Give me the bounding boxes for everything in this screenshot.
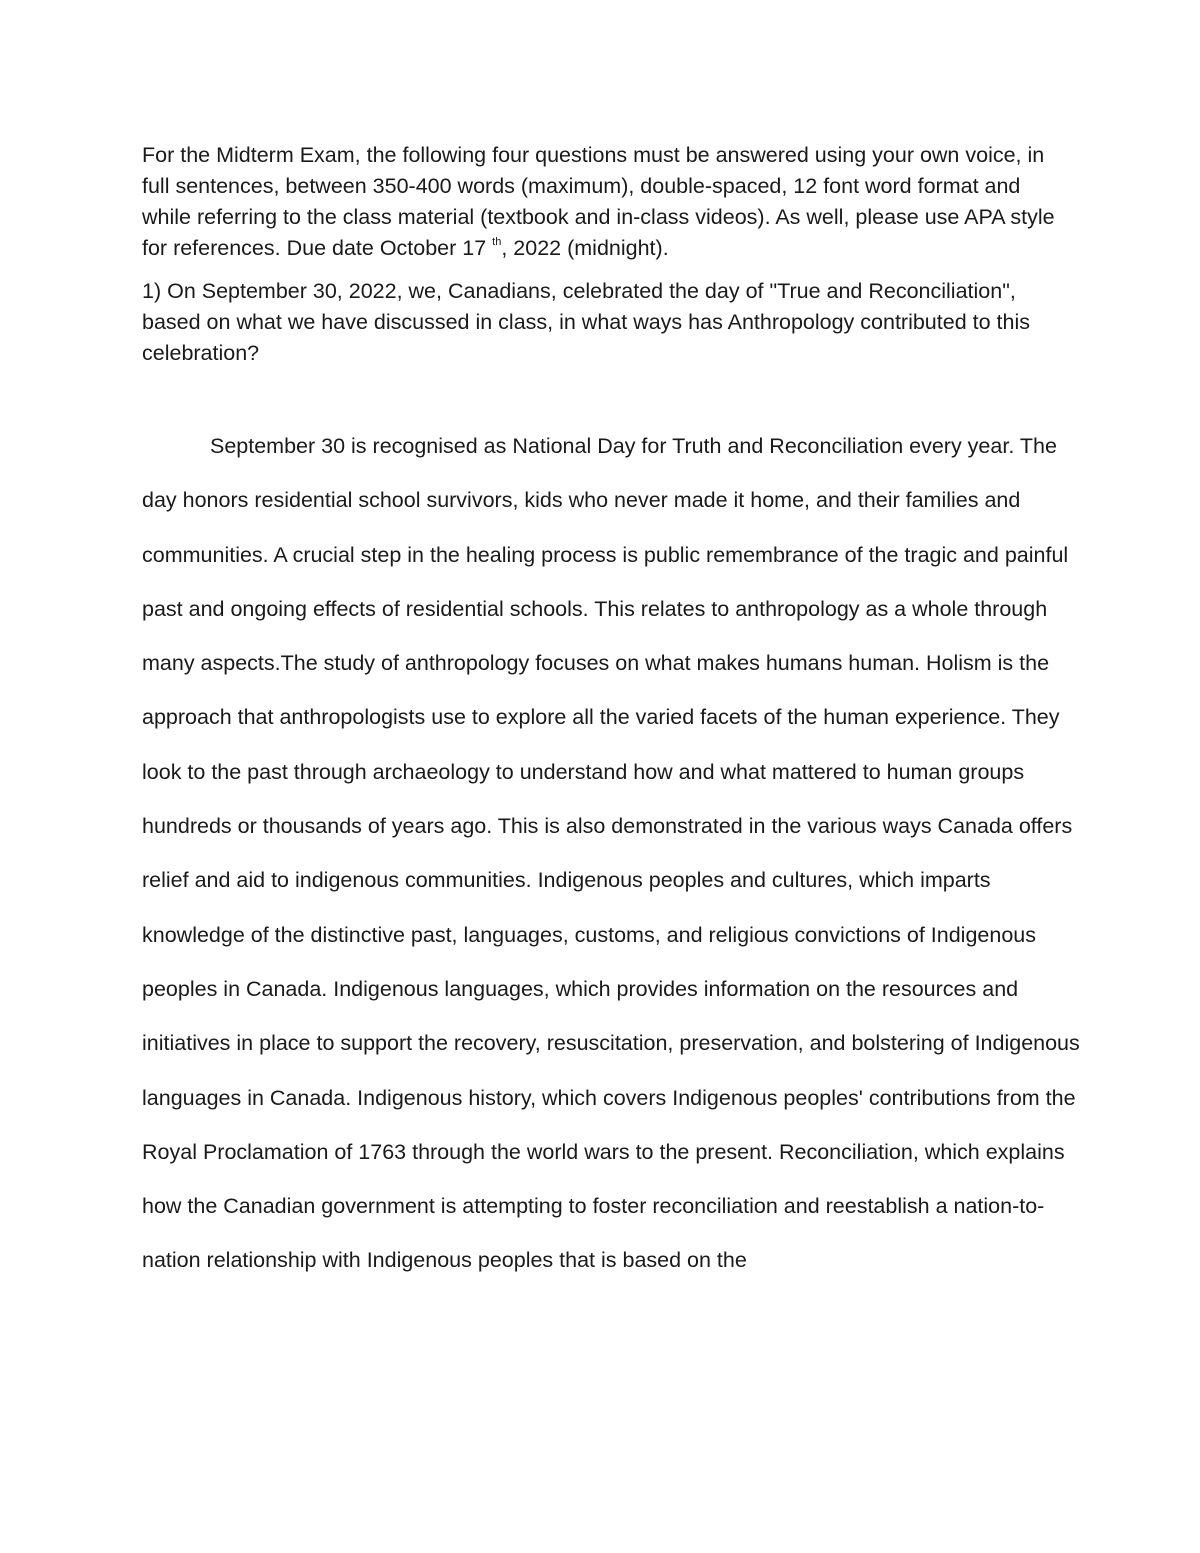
- instructions-due-date-tail: , 2022 (midnight).: [501, 236, 669, 260]
- date-ordinal-suffix: th: [492, 236, 502, 248]
- answer-1-paragraph: September 30 is recognised as National Day for Truth and Reconciliation every year. The day honors residential school survivors, kids who never made it home, and their families and communities. A crucial step in the healing process is public remembrance of the tragic and painful past and ongoing effects of residential schools. This relates to anthropology as a whole through many aspects.The study of anthropology focuses on what makes humans human. Holism is the approach that anthropologists use to explore all the varied facets of the human experience. They look to the past through archaeology to understand how and what mattered to human groups hundreds or thousands of years ago. This is also demonstrated in the various ways Canada offers relief and aid to indigenous communities. Indigenous peoples and cultures, which imparts knowledge of the distinctive past, languages, customs, and religious convictions of Indigenous peoples in Canada. Indigenous languages, which provides information on the resources and initiatives in place to support the recovery, resuscitation, preservation, and bolstering of Indigenous languages in Canada. Indigenous history, which covers Indigenous peoples' contributions from the Royal Proclamation of 1763 through the world wars to the present. Reconciliation, which explains how the Canadian government is attempting to foster reconciliation and reestablish a nation-to-nation relationship with Indigenous peoples that is based on the: [142, 434, 1080, 1273]
- exam-instructions: [142, 140, 1072, 264]
- document-header-block: [142, 140, 1072, 369]
- question-1: 1) On September 30, 2022, we, Canadians, celebrated the day of "True and Reconciliation", based on what we have discussed in class, in what ways has Anthropology contributed to this celebration?: [142, 279, 1030, 365]
- instructions-text: For the Midterm Exam, the following four questions must be answered using your own voice, in full sentences, between 350-400 words (maximum), double-spaced, 12 font word format and while referring to the class material (textbook and in-class videos). As well, please use APA style for references. Due date October 17: [142, 143, 1055, 260]
